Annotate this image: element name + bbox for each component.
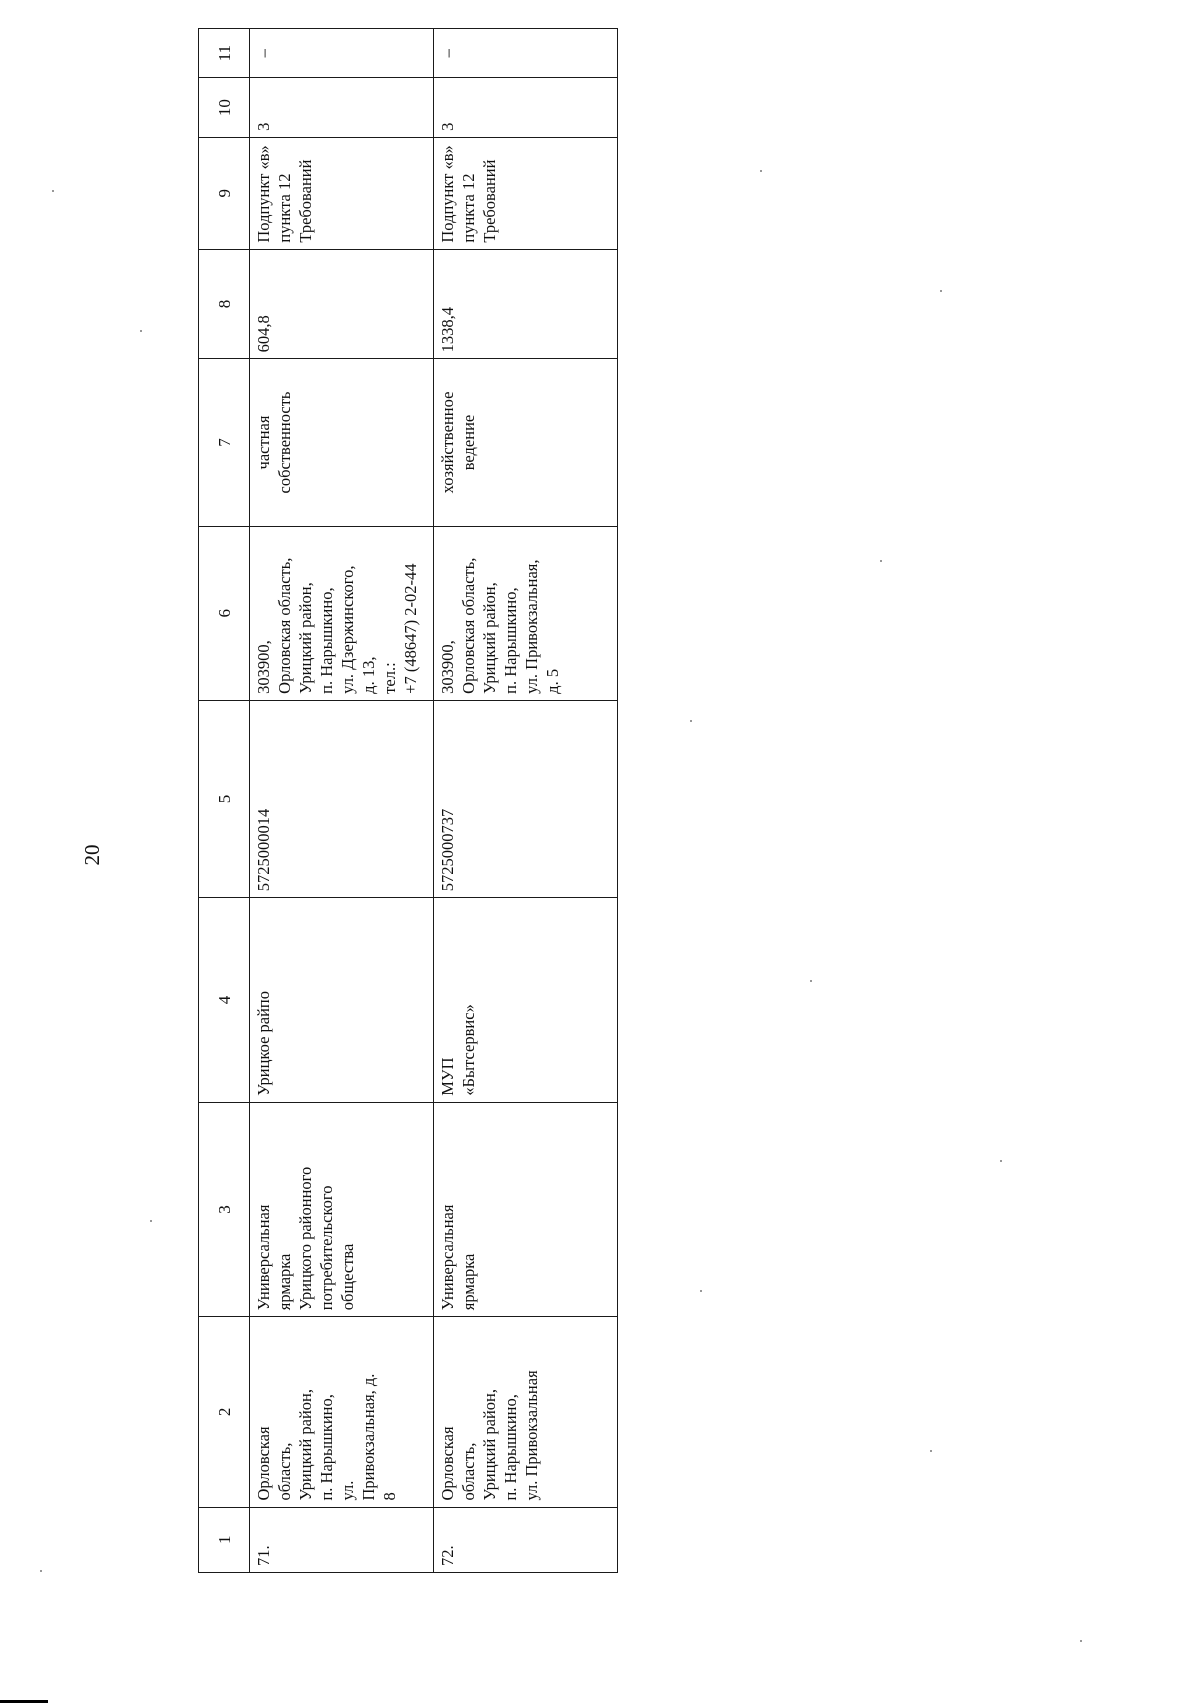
places-cell: 3 bbox=[250, 78, 434, 137]
organizer-address-cell: 303900, Орловская область, Урицкий район, п. Нарышкино, ул. Дзержинского, д. 13, тел.: +7 (48647) 2-02-44 bbox=[250, 526, 434, 700]
fair-registry-table bbox=[198, 28, 618, 1573]
scan-speck bbox=[52, 190, 54, 192]
col-number-7: 7 bbox=[199, 359, 250, 526]
scan-speck bbox=[150, 1220, 152, 1222]
ownership-cell: хозяйственное ведение bbox=[434, 359, 618, 526]
scan-speck bbox=[1080, 1640, 1082, 1642]
scan-speck bbox=[810, 980, 812, 982]
scan-edge-mark bbox=[0, 1700, 48, 1703]
inn-cell: 5725000737 bbox=[434, 700, 618, 897]
table-row bbox=[250, 29, 434, 1573]
scan-speck bbox=[930, 1450, 932, 1452]
fair-name-cell: Универсальная ярмарка Урицкого районного потребительского общества bbox=[250, 1102, 434, 1317]
col-number-6: 6 bbox=[199, 526, 250, 700]
col-number-4: 4 bbox=[199, 898, 250, 1102]
places-cell: 3 bbox=[434, 78, 618, 137]
inn-cell: 5725000014 bbox=[250, 700, 434, 897]
scan-speck bbox=[760, 170, 762, 172]
scan-speck bbox=[700, 1290, 702, 1292]
col-number-1: 1 bbox=[199, 1507, 250, 1572]
column-11-cell: – bbox=[434, 29, 618, 78]
column-number-row bbox=[199, 29, 250, 1573]
col-number-5: 5 bbox=[199, 700, 250, 897]
area-cell: 1338,4 bbox=[434, 249, 618, 359]
col-number-10: 10 bbox=[199, 78, 250, 137]
row-number-cell: 72. bbox=[434, 1507, 618, 1572]
col-number-9: 9 bbox=[199, 137, 250, 249]
scan-speck bbox=[140, 330, 142, 332]
basis-cell: Подпункт «в» пункта 12 Требований bbox=[434, 137, 618, 249]
organizer-address-cell: 303900, Орловская область, Урицкий район, п. Нарышкино, ул. Привокзальная, д. 5 bbox=[434, 526, 618, 700]
fair-registry-table-wrapper bbox=[198, 28, 608, 1573]
column-11-cell: – bbox=[250, 29, 434, 78]
area-cell: 604,8 bbox=[250, 249, 434, 359]
scan-speck bbox=[690, 720, 692, 722]
scan-speck bbox=[1000, 1160, 1002, 1162]
fair-address-cell: Орловская область, Урицкий район, п. Нарышкино, ул. Привокзальная, д. 8 bbox=[250, 1317, 434, 1507]
scan-speck bbox=[40, 1570, 42, 1572]
organizer-cell: Урицкое райпо bbox=[250, 898, 434, 1102]
organizer-cell: МУП «Бытсервис» bbox=[434, 898, 618, 1102]
fair-name-cell: Универсальная ярмарка bbox=[434, 1102, 618, 1317]
fair-address-cell: Орловская область, Урицкий район, п. Нарышкино, ул. Привокзальная bbox=[434, 1317, 618, 1507]
row-number-cell: 71. bbox=[250, 1507, 434, 1572]
fair-registry-table-frame bbox=[198, 28, 608, 1573]
col-number-3: 3 bbox=[199, 1102, 250, 1317]
basis-cell: Подпункт «в» пункта 12 Требований bbox=[250, 137, 434, 249]
ownership-cell: частная собственность bbox=[250, 359, 434, 526]
page-number: 20 bbox=[80, 844, 104, 866]
scan-speck bbox=[880, 560, 882, 562]
table-row bbox=[434, 29, 618, 1573]
col-number-2: 2 bbox=[199, 1317, 250, 1507]
scan-speck bbox=[940, 290, 942, 292]
col-number-11: 11 bbox=[199, 29, 250, 78]
col-number-8: 8 bbox=[199, 249, 250, 359]
